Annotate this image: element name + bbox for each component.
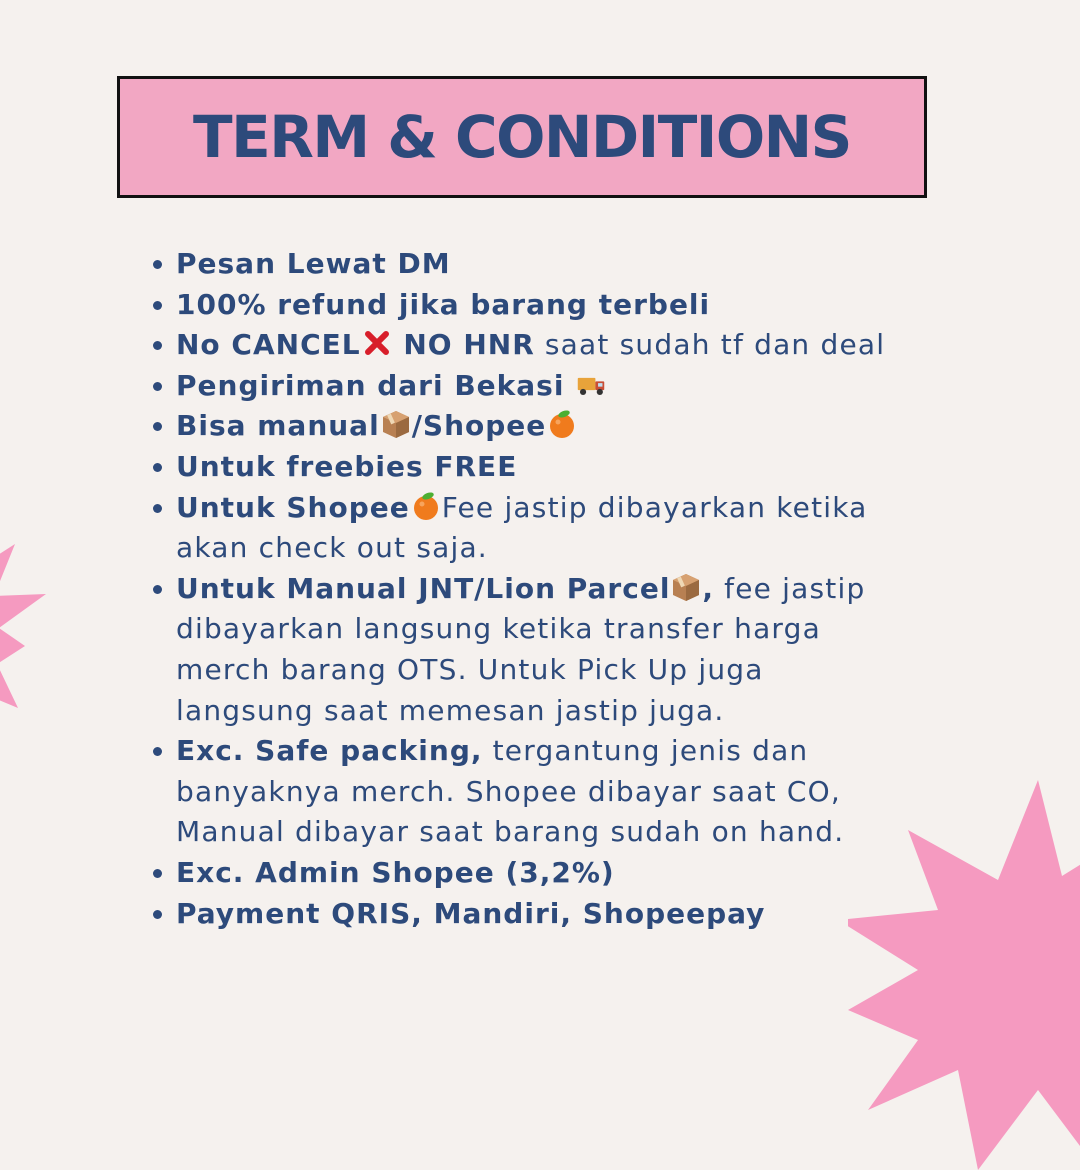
term-bold-text: Exc. Admin Shopee (3,2%) <box>176 855 615 889</box>
term-regular-text: dibayarkan langsung ketika transfer harga <box>176 612 821 646</box>
term-bold-text: Untuk Manual JNT/Lion Parcel <box>176 571 671 605</box>
list-item <box>150 447 950 488</box>
term-bold-text: /Shopee <box>411 409 547 443</box>
term-regular-text: Fee jastip dibayarkan ketika <box>441 490 868 524</box>
term-regular-text: fee jastip <box>714 571 866 605</box>
term-bold-text: NO HNR <box>392 328 535 362</box>
bullet-icon <box>153 422 162 431</box>
terms-list <box>150 244 950 934</box>
list-item <box>150 244 950 285</box>
package-icon <box>671 572 701 602</box>
term-bold-text: , <box>702 571 715 605</box>
starburst-left <box>0 516 170 776</box>
term-bold-text: Bisa manual <box>176 409 380 443</box>
term-bold-text: 100% refund jika barang terbeli <box>176 287 711 321</box>
term-bold-text: Untuk Shopee <box>176 490 410 524</box>
bullet-icon <box>153 341 162 350</box>
term-bold-text: No CANCEL <box>176 328 361 362</box>
bullet-icon <box>153 301 162 310</box>
list-item <box>150 853 950 894</box>
term-bold-text: Exc. Safe packing, <box>176 734 483 768</box>
bullet-icon <box>153 910 162 919</box>
term-regular-text: Manual dibayar saat barang sudah on hand. <box>176 815 845 849</box>
bullet-icon <box>153 504 162 513</box>
tangerine-icon <box>411 491 441 521</box>
term-regular-text: akan check out saja. <box>176 531 488 565</box>
list-item <box>150 285 950 326</box>
tangerine-icon <box>547 409 577 439</box>
page-title: TERM & CONDITIONS <box>193 103 851 171</box>
term-regular-text: saat sudah tf dan deal <box>534 328 886 362</box>
package-icon <box>381 409 411 439</box>
delivery-truck-icon <box>576 369 606 399</box>
term-bold-text: Pesan Lewat DM <box>176 247 451 280</box>
list-item <box>150 731 950 853</box>
term-bold-text: Pengiriman dari Bekasi <box>176 368 576 402</box>
list-item <box>150 488 950 569</box>
list-item <box>150 894 950 935</box>
list-item <box>150 406 950 447</box>
bullet-icon <box>153 463 162 472</box>
title-banner <box>117 76 927 198</box>
bullet-icon <box>153 260 162 269</box>
term-regular-text: banyaknya merch. Shopee dibayar saat CO, <box>176 774 842 808</box>
cross-mark-icon <box>362 328 392 358</box>
list-item <box>150 569 950 731</box>
term-regular-text: merch barang OTS. Untuk Pick Up juga <box>176 652 764 686</box>
bullet-icon <box>153 747 162 756</box>
bullet-icon <box>153 382 162 391</box>
bullet-icon <box>153 585 162 594</box>
list-item <box>150 366 950 407</box>
term-bold-text: Untuk freebies FREE <box>176 449 518 483</box>
term-bold-text: Payment QRIS, Mandiri, Shopeepay <box>176 896 766 930</box>
term-regular-text: langsung saat memesan jastip juga. <box>176 693 725 727</box>
bullet-icon <box>153 869 162 878</box>
term-regular-text: tergantung jenis dan <box>482 734 809 768</box>
list-item <box>150 325 950 366</box>
